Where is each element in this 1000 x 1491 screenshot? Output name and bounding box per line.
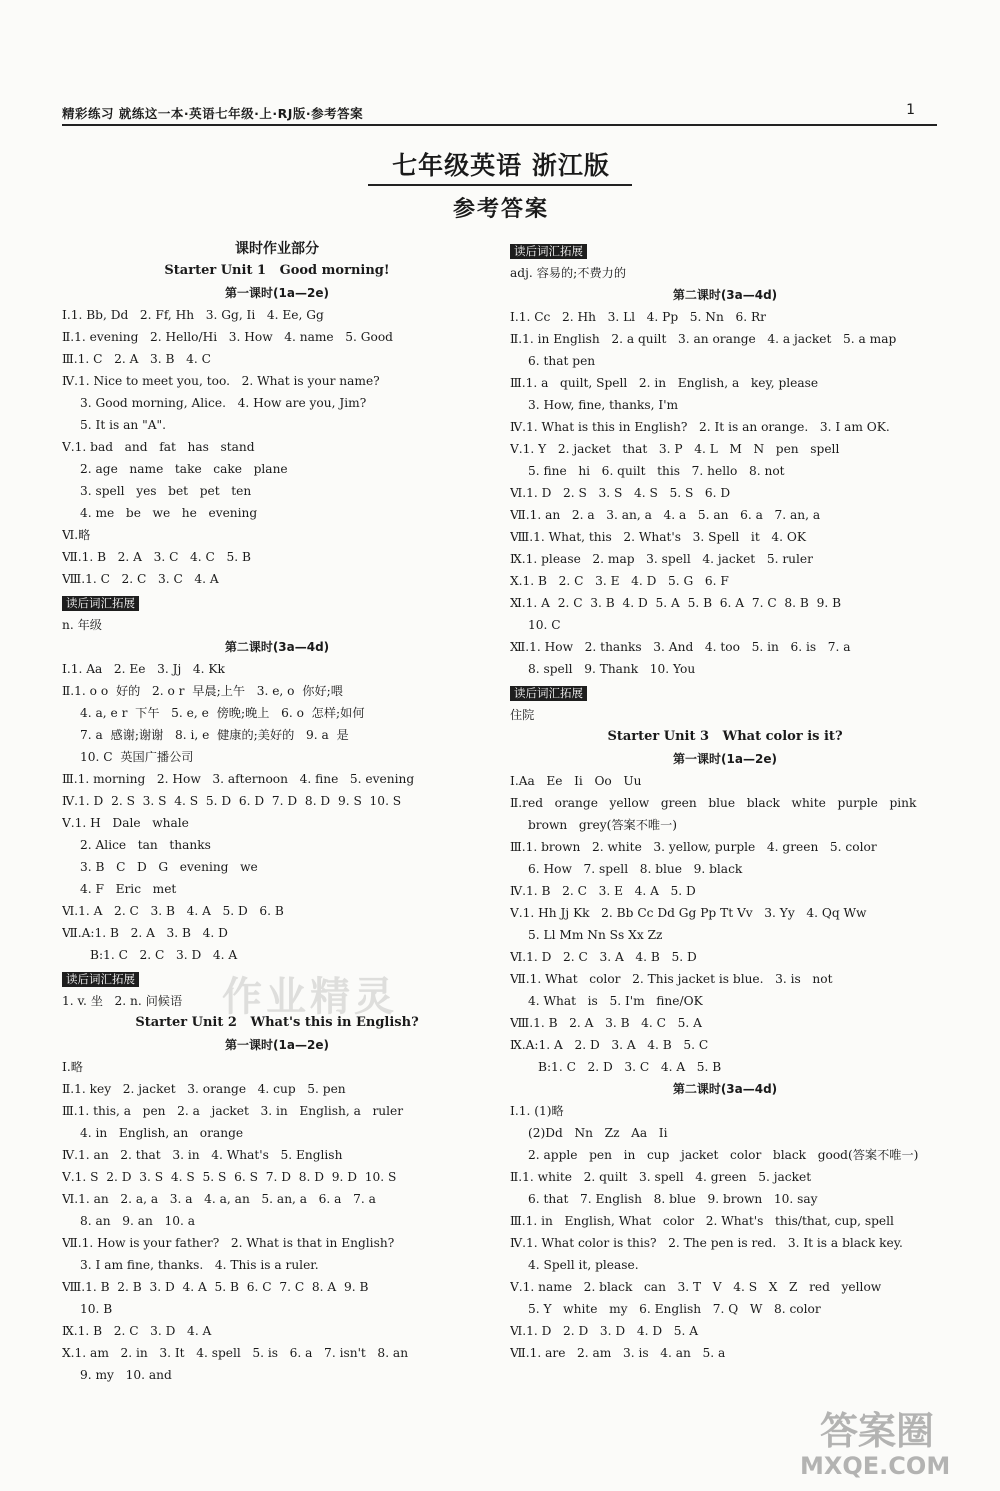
answer-line: Ⅴ.1. S 2. D 3. S 4. S 5. S 6. S 7. D 8. D 9. D 10. S [62, 1170, 397, 1184]
answer-line: Ⅻ.1. How 2. thanks 3. And 4. too 5. in 6. is 7. a [510, 640, 851, 654]
section-tag: 读后词汇拓展 [62, 596, 139, 611]
answer-line: 4. What is 5. I'm fine/OK [528, 994, 703, 1008]
answer-line: (2)Dd Nn Zz Aa Ii [528, 1126, 668, 1140]
answer-line: 10. C [528, 618, 561, 632]
answer-line: Ⅹ.1. B 2. C 3. E 4. D 5. G 6. F [510, 574, 729, 588]
right-column [510, 238, 940, 1364]
answer-line: 8. an 9. an 10. a [80, 1214, 196, 1228]
answer-line: Ⅶ.1. How is your father? 2. What is that in English? [62, 1236, 395, 1250]
answer-line: 3. Good morning, Alice. 4. How are you, Jim? [80, 396, 367, 410]
answer-line: B:1. C 2. C 3. D 4. A [90, 948, 238, 962]
answer-line: Ⅺ.1. A 2. C 3. B 4. D 5. A 5. B 6. A 7. C 8. B 9. B [510, 596, 842, 610]
answer-line: Ⅰ.1. Bb, Dd 2. Ff, Hh 3. Gg, Ii 4. Ee, Gg [62, 308, 324, 322]
answer-line: Ⅲ.1. C 2. A 3. B 4. C [62, 352, 211, 366]
unit-heading: Starter Unit 2 What's this in English? [135, 1015, 419, 1030]
answer-line: 4. in English, an orange [80, 1126, 244, 1140]
answer-line: 3. spell yes bet pet ten [80, 484, 252, 498]
answer-line: 6. that pen [528, 354, 596, 368]
answer-line: 9. my 10. and [80, 1368, 172, 1382]
answer-line: Ⅴ.1. name 2. black can 3. T V 4. S X Z red yellow [510, 1280, 882, 1294]
answer-line: Ⅹ.1. am 2. in 3. It 4. spell 5. is 6. a 7. isn't 8. an [62, 1346, 409, 1360]
vocab-extension-label [510, 238, 940, 262]
answer-line: Ⅲ.1. a quilt, Spell 2. in English, a key, please [510, 376, 819, 390]
page-header [62, 100, 937, 126]
section-tag: 读后词汇拓展 [510, 244, 587, 259]
title-divider [368, 184, 632, 186]
answer-line: Ⅰ.略 [62, 1060, 83, 1074]
unit-heading: Starter Unit 3 What color is it? [607, 729, 843, 744]
answer-line: 3. I am fine, thanks. 4. This is a ruler. [80, 1258, 319, 1272]
answer-line: n. 年级 [62, 618, 102, 632]
answer-line: 3. B C D G evening we [80, 860, 258, 874]
answer-line: Ⅶ.1. an 2. a 3. an, a 4. a 5. an 6. a 7. an, a [510, 508, 821, 522]
answer-line: B:1. C 2. D 3. C 4. A 5. B [538, 1060, 722, 1074]
answer-line: Ⅱ.1. in English 2. a quilt 3. an orange 4. a jacket 5. a map [510, 332, 897, 346]
lesson-heading: 第二课时(3a—4d) [672, 288, 778, 302]
answer-line: Ⅴ.1. bad and fat has stand [62, 440, 255, 454]
answer-line: Ⅲ.1. brown 2. white 3. yellow, purple 4. green 5. color [510, 840, 877, 854]
answer-line: Ⅳ.1. B 2. C 3. E 4. A 5. D [510, 884, 696, 898]
answer-line: Ⅵ.1. D 2. S 3. S 4. S 5. S 6. D [510, 486, 731, 500]
answer-line: 4. Spell it, please. [528, 1258, 639, 1272]
page-number: 1 [906, 102, 915, 118]
lesson-heading: 第一课时(1a—2e) [673, 752, 777, 766]
answer-line: 3. How, fine, thanks, I'm [528, 398, 679, 412]
answer-line: 10. B [80, 1302, 113, 1316]
answer-line: Ⅲ.1. in English, What color 2. What's this/that, cup, spell [510, 1214, 894, 1228]
answer-line: Ⅸ.1. please 2. map 3. spell 4. jacket 5. ruler [510, 552, 813, 566]
answer-line: Ⅳ.1. What color is this? 2. The pen is red. 3. It is a black key. [510, 1236, 903, 1250]
answer-line: Ⅰ.1. Aa 2. Ee 3. Jj 4. Kk [62, 662, 225, 676]
answer-line: Ⅳ.1. an 2. that 3. in 4. What's 5. English [62, 1148, 343, 1162]
answer-line: 6. How 7. spell 8. blue 9. black [528, 862, 743, 876]
left-column [62, 238, 492, 1386]
answer-line: 5. It is an "A". [80, 418, 166, 432]
answer-line: Ⅰ.1. (1)略 [510, 1104, 564, 1118]
answer-line: Ⅷ.1. B 2. B 3. D 4. A 5. B 6. C 7. C 8. A 9. B [62, 1280, 369, 1294]
lesson-heading: 第一课时(1a—2e) [225, 286, 329, 300]
answer-line: 10. C 英国广播公司 [80, 750, 194, 764]
answer-line: Ⅱ.1. white 2. quilt 3. spell 4. green 5. jacket [510, 1170, 812, 1184]
answer-line: Ⅶ.1. What color 2. This jacket is blue. 3. is not [510, 972, 833, 986]
answer-line: Ⅰ.Aa Ee Ii Oo Uu [510, 774, 642, 788]
watermark-center: 作业精灵 [222, 974, 398, 1020]
answer-line: 7. a 感谢;谢谢 8. i, e 健康的;美好的 9. a 是 [80, 728, 349, 742]
section-tag: 读后词汇拓展 [510, 686, 587, 701]
answer-line: Ⅸ.1. B 2. C 3. D 4. A [62, 1324, 212, 1338]
watermark-logo: 答案圈 [820, 1409, 935, 1453]
answer-line: Ⅳ.1. D 2. S 3. S 4. S 5. D 6. D 7. D 8. D 9. S 10. S [62, 794, 402, 808]
answer-line: Ⅶ.1. are 2. am 3. is 4. an 5. a [510, 1346, 726, 1360]
unit-heading: Starter Unit 1 Good morning! [164, 263, 390, 278]
section-tag: 读后词汇拓展 [62, 972, 139, 987]
section-heading: 课时作业部分 [235, 241, 319, 257]
answer-line: Ⅱ.1. o o 好的 2. o r 早晨;上午 3. e, o 你好;喂 [62, 684, 343, 698]
answer-line: 4. a, e r 下午 5. e, e 傍晚;晚上 6. o 怎样;如何 [80, 706, 365, 720]
answer-line: 2. Alice tan thanks [80, 838, 211, 852]
answer-line: brown grey(答案不唯一) [528, 818, 678, 832]
main-title: 七年级英语 浙江版 [392, 151, 610, 180]
answer-line: Ⅴ.1. H Dale whale [62, 816, 189, 830]
watermark-url: MXQE.COM [800, 1452, 951, 1480]
answer-line: 2. age name take cake plane [80, 462, 288, 476]
answer-line: Ⅵ.略 [62, 528, 91, 542]
answer-line: 4. F Eric met [80, 882, 177, 896]
answer-line: Ⅶ.A:1. B 2. A 3. B 4. D [62, 926, 228, 940]
answer-line: Ⅵ.1. A 2. C 3. B 4. A 5. D 6. B [62, 904, 284, 918]
answer-line: Ⅷ.1. C 2. C 3. C 4. A [62, 572, 219, 586]
lesson-heading: 第二课时(3a—4d) [672, 1082, 778, 1096]
answer-line: Ⅷ.1. B 2. A 3. B 4. C 5. A [510, 1016, 702, 1030]
lesson-heading: 第一课时(1a—2e) [225, 1038, 329, 1052]
answer-line: 住院 [510, 708, 535, 722]
answer-line: Ⅵ.1. D 2. C 3. A 4. B 5. D [510, 950, 697, 964]
sub-title: 参考答案 [452, 196, 549, 222]
answer-line: Ⅲ.1. this, a pen 2. a jacket 3. in English, a ruler [62, 1104, 404, 1118]
answer-line: 4. me be we he evening [80, 506, 258, 520]
answer-line: 5. Ll Mm Nn Ss Xx Zz [528, 928, 663, 942]
answer-line: 5. Y white my 6. English 7. Q W 8. color [528, 1302, 821, 1316]
answer-line: Ⅴ.1. Hh Jj Kk 2. Bb Cc Dd Gg Pp Tt Vv 3. Yy 4. Qq Ww [510, 906, 867, 920]
answer-line: Ⅶ.1. B 2. A 3. C 4. C 5. B [62, 550, 251, 564]
answer-line: 5. fine hi 6. quilt this 7. hello 8. not [528, 464, 785, 478]
answer-line: Ⅱ.red orange yellow green blue black white purple pink [510, 796, 917, 810]
answer-line: 6. that 7. English 8. blue 9. brown 10. say [528, 1192, 818, 1206]
answer-line: Ⅰ.1. Cc 2. Hh 3. Ll 4. Pp 5. Nn 6. Rr [510, 310, 766, 324]
answer-line: Ⅳ.1. Nice to meet you, too. 2. What is your name? [62, 374, 380, 388]
header-title: 精彩练习 就练这一本·英语七年级·上·RJ版·参考答案 [62, 106, 364, 121]
answer-line: Ⅲ.1. morning 2. How 3. afternoon 4. fine 5. evening [62, 772, 415, 786]
answer-line: Ⅳ.1. What is this in English? 2. It is an orange. 3. I am OK. [510, 420, 890, 434]
answer-line: 8. spell 9. Thank 10. You [528, 662, 696, 676]
answer-line: adj. 容易的;不费力的 [510, 266, 627, 280]
answer-line: Ⅷ.1. What, this 2. What's 3. Spell it 4. OK [510, 530, 806, 544]
answer-line: Ⅱ.1. evening 2. Hello/Hi 3. How 4. name 5. Good [62, 330, 393, 344]
answer-line: Ⅱ.1. key 2. jacket 3. orange 4. cup 5. pen [62, 1082, 346, 1096]
answer-line: Ⅵ.1. D 2. D 3. D 4. D 5. A [510, 1324, 699, 1338]
lesson-heading: 第二课时(3a—4d) [224, 640, 330, 654]
vocab-extension-label [62, 590, 492, 614]
answer-line: Ⅵ.1. an 2. a, a 3. a 4. a, an 5. an, a 6. a 7. a [62, 1192, 376, 1206]
answer-line: 2. apple pen in cup jacket color black good(答案不唯一) [528, 1148, 919, 1162]
vocab-extension-label [510, 680, 940, 704]
answer-line: Ⅸ.A:1. A 2. D 3. A 4. B 5. C [510, 1038, 709, 1052]
answer-line: Ⅴ.1. Y 2. jacket that 3. P 4. L M N pen spell [510, 442, 840, 456]
answer-line: 1. v. 坐 2. n. 问候语 [62, 994, 183, 1008]
